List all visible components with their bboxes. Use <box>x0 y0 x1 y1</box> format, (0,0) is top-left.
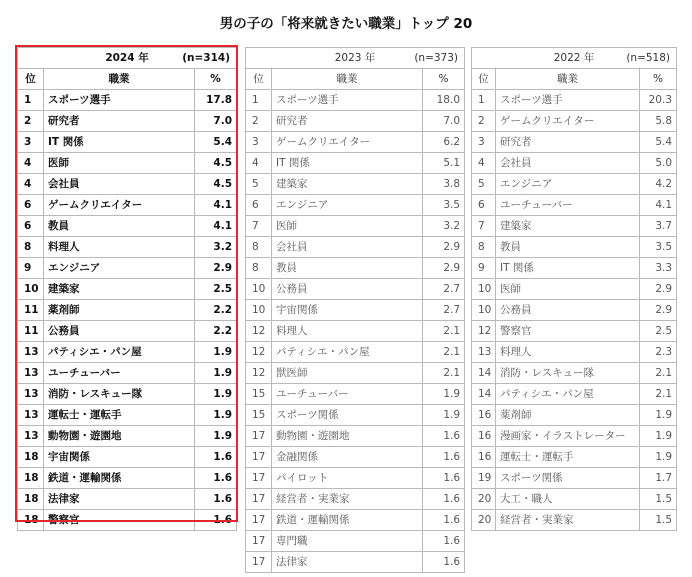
percent-cell: 20.3 <box>640 90 677 111</box>
table-row <box>18 174 237 195</box>
table-row <box>472 489 677 510</box>
percent-cell: 7.0 <box>195 111 237 132</box>
table-row <box>472 111 677 132</box>
rank-cell: 18 <box>18 489 44 510</box>
table-row <box>18 132 237 153</box>
sample-size: (n=373) <box>414 52 459 64</box>
job-cell: 警察官 <box>496 321 640 342</box>
table-row <box>18 321 237 342</box>
rank-cell: 13 <box>18 342 44 363</box>
percent-cell: 5.4 <box>640 132 677 153</box>
percent-cell: 1.6 <box>423 426 465 447</box>
year-header-row <box>246 48 465 69</box>
rank-cell: 16 <box>472 426 496 447</box>
table-row <box>472 468 677 489</box>
year-label: 2023 年 <box>334 52 376 64</box>
rank-cell: 10 <box>472 279 496 300</box>
percent-cell: 1.5 <box>640 489 677 510</box>
table-row <box>246 363 465 384</box>
table-row <box>472 447 677 468</box>
percent-cell: 2.9 <box>423 258 465 279</box>
rank-cell: 11 <box>18 300 44 321</box>
percent-cell: 2.1 <box>640 384 677 405</box>
percent-cell: 4.2 <box>640 174 677 195</box>
percent-cell: 2.9 <box>640 300 677 321</box>
percent-cell: 5.0 <box>640 153 677 174</box>
percent-cell: 4.1 <box>195 216 237 237</box>
percent-cell: 1.6 <box>195 447 237 468</box>
rank-cell: 2 <box>18 111 44 132</box>
rank-cell: 4 <box>472 153 496 174</box>
percent-cell: 2.2 <box>195 321 237 342</box>
job-cell: 鉄道・運輸関係 <box>44 468 195 489</box>
year-header-cell <box>18 48 237 69</box>
table-row <box>472 510 677 531</box>
job-cell: ゲームクリエイター <box>496 111 640 132</box>
percent-cell: 3.7 <box>640 216 677 237</box>
rank-cell: 6 <box>472 195 496 216</box>
percent-cell: 1.6 <box>195 489 237 510</box>
table-row <box>246 195 465 216</box>
table-row <box>246 279 465 300</box>
year-header-cell <box>472 48 677 69</box>
percent-cell: 1.9 <box>423 405 465 426</box>
table-row <box>18 342 237 363</box>
column-header-row <box>246 69 465 90</box>
percent-cell: 1.9 <box>195 384 237 405</box>
rank-cell: 16 <box>472 447 496 468</box>
rank-cell: 8 <box>246 258 272 279</box>
percent-cell: 1.6 <box>195 510 237 531</box>
column-header-row <box>18 69 237 90</box>
job-cell: 医師 <box>44 153 195 174</box>
table-2023 <box>245 47 465 573</box>
table-row <box>246 384 465 405</box>
sample-size: (n=314) <box>182 52 231 64</box>
table-row <box>18 468 237 489</box>
percent-cell: 2.9 <box>195 258 237 279</box>
rank-cell: 6 <box>18 216 44 237</box>
percent-cell: 1.6 <box>423 531 465 552</box>
table-row <box>246 90 465 111</box>
table-2023-body <box>246 48 465 573</box>
rank-cell: 17 <box>246 468 272 489</box>
percent-cell: 2.7 <box>423 300 465 321</box>
percent-cell: 2.9 <box>423 237 465 258</box>
job-cell: 経営者・実業家 <box>272 489 423 510</box>
percent-header: % <box>640 69 677 90</box>
table-row <box>18 90 237 111</box>
percent-cell: 17.8 <box>195 90 237 111</box>
job-cell: 獣医師 <box>272 363 423 384</box>
job-cell: 研究者 <box>272 111 423 132</box>
table-row <box>246 342 465 363</box>
job-cell: 消防・レスキュー隊 <box>496 363 640 384</box>
table-row <box>246 174 465 195</box>
job-cell: IT 関係 <box>44 132 195 153</box>
percent-cell: 1.6 <box>423 552 465 573</box>
job-cell: 会社員 <box>44 174 195 195</box>
percent-cell: 1.5 <box>640 510 677 531</box>
job-cell: 医師 <box>496 279 640 300</box>
job-cell: ユーチューバー <box>44 363 195 384</box>
job-cell: 鉄道・運輸関係 <box>272 510 423 531</box>
job-cell: 料理人 <box>44 237 195 258</box>
percent-cell: 4.5 <box>195 153 237 174</box>
table-row <box>472 426 677 447</box>
table-row <box>472 279 677 300</box>
job-cell: 警察官 <box>44 510 195 531</box>
job-cell: エンジニア <box>272 195 423 216</box>
table-row <box>472 384 677 405</box>
table-row <box>246 510 465 531</box>
rank-cell: 4 <box>18 174 44 195</box>
table-row <box>472 237 677 258</box>
table-row <box>472 153 677 174</box>
rank-cell: 17 <box>246 531 272 552</box>
table-row <box>18 384 237 405</box>
rank-cell: 12 <box>472 321 496 342</box>
rank-cell: 17 <box>246 426 272 447</box>
job-cell: 経営者・実業家 <box>496 510 640 531</box>
table-row <box>246 321 465 342</box>
year-header-cell <box>246 48 465 69</box>
rank-cell: 8 <box>246 237 272 258</box>
percent-cell: 1.9 <box>195 363 237 384</box>
job-cell: 料理人 <box>272 321 423 342</box>
job-cell: 専門職 <box>272 531 423 552</box>
rank-cell: 10 <box>246 279 272 300</box>
percent-cell: 5.1 <box>423 153 465 174</box>
table-row <box>18 153 237 174</box>
job-cell: パイロット <box>272 468 423 489</box>
table-row <box>246 447 465 468</box>
job-cell: 宇宙関係 <box>44 447 195 468</box>
year-header-row <box>472 48 677 69</box>
table-row <box>18 447 237 468</box>
rank-header: 位 <box>472 69 496 90</box>
table-row <box>18 426 237 447</box>
percent-cell: 2.3 <box>640 342 677 363</box>
rank-cell: 2 <box>472 111 496 132</box>
job-cell: スポーツ関係 <box>272 405 423 426</box>
job-cell: 建築家 <box>496 216 640 237</box>
job-cell: スポーツ選手 <box>44 90 195 111</box>
percent-cell: 3.2 <box>423 216 465 237</box>
job-cell: パティシエ・パン屋 <box>496 384 640 405</box>
rank-cell: 17 <box>246 552 272 573</box>
rank-cell: 1 <box>246 90 272 111</box>
table-row <box>246 153 465 174</box>
percent-cell: 1.9 <box>195 342 237 363</box>
percent-cell: 4.1 <box>640 195 677 216</box>
percent-cell: 1.9 <box>195 405 237 426</box>
job-cell: 消防・レスキュー隊 <box>44 384 195 405</box>
job-cell: 運転士・運転手 <box>44 405 195 426</box>
table-row <box>246 531 465 552</box>
rank-cell: 14 <box>472 384 496 405</box>
percent-cell: 3.5 <box>423 195 465 216</box>
percent-cell: 2.1 <box>640 363 677 384</box>
percent-cell: 1.9 <box>640 405 677 426</box>
table-row <box>472 90 677 111</box>
job-cell: 漫画家・イラストレーター <box>496 426 640 447</box>
rank-cell: 1 <box>18 90 44 111</box>
table-row <box>18 510 237 531</box>
percent-cell: 1.6 <box>423 447 465 468</box>
percent-cell: 1.9 <box>640 426 677 447</box>
job-cell: 法律家 <box>44 489 195 510</box>
table-row <box>472 405 677 426</box>
job-cell: 建築家 <box>272 174 423 195</box>
job-cell: 薬剤師 <box>496 405 640 426</box>
job-cell: 会社員 <box>496 153 640 174</box>
table-row <box>472 216 677 237</box>
rank-cell: 20 <box>472 510 496 531</box>
job-header: 職業 <box>496 69 640 90</box>
table-row <box>246 216 465 237</box>
percent-cell: 2.2 <box>195 300 237 321</box>
percent-cell: 1.7 <box>640 468 677 489</box>
table-row <box>472 363 677 384</box>
table-row <box>18 279 237 300</box>
rank-cell: 2 <box>246 111 272 132</box>
job-cell: 研究者 <box>496 132 640 153</box>
job-header: 職業 <box>272 69 423 90</box>
rank-cell: 9 <box>472 258 496 279</box>
table-row <box>472 174 677 195</box>
job-cell: 公務員 <box>496 300 640 321</box>
percent-cell: 3.3 <box>640 258 677 279</box>
rank-cell: 20 <box>472 489 496 510</box>
rank-cell: 12 <box>246 342 272 363</box>
table-row <box>246 300 465 321</box>
rank-cell: 6 <box>18 195 44 216</box>
percent-cell: 2.9 <box>640 279 677 300</box>
table-row <box>18 258 237 279</box>
percent-cell: 3.5 <box>640 237 677 258</box>
job-cell: 大工・職人 <box>496 489 640 510</box>
rank-cell: 7 <box>246 216 272 237</box>
table-row <box>18 405 237 426</box>
percent-cell: 3.8 <box>423 174 465 195</box>
table-row <box>246 405 465 426</box>
rank-cell: 12 <box>246 363 272 384</box>
percent-cell: 1.9 <box>640 447 677 468</box>
percent-cell: 1.9 <box>195 426 237 447</box>
job-cell: 薬剤師 <box>44 300 195 321</box>
job-cell: 教員 <box>272 258 423 279</box>
table-row <box>246 468 465 489</box>
percent-cell: 1.6 <box>423 489 465 510</box>
percent-cell: 4.5 <box>195 174 237 195</box>
percent-cell: 5.4 <box>195 132 237 153</box>
rank-cell: 3 <box>246 132 272 153</box>
table-row <box>246 552 465 573</box>
rank-cell: 5 <box>472 174 496 195</box>
rank-cell: 10 <box>246 300 272 321</box>
rank-cell: 4 <box>246 153 272 174</box>
rank-cell: 14 <box>472 363 496 384</box>
table-row <box>246 132 465 153</box>
table-row <box>472 258 677 279</box>
table-row <box>18 489 237 510</box>
percent-cell: 2.5 <box>195 279 237 300</box>
percent-cell: 1.9 <box>423 384 465 405</box>
rank-cell: 17 <box>246 489 272 510</box>
rank-cell: 5 <box>246 174 272 195</box>
job-cell: ゲームクリエイター <box>44 195 195 216</box>
job-cell: 教員 <box>496 237 640 258</box>
table-row <box>472 342 677 363</box>
job-cell: パティシエ・パン屋 <box>44 342 195 363</box>
table-row <box>18 300 237 321</box>
table-row <box>246 258 465 279</box>
job-cell: 会社員 <box>272 237 423 258</box>
table-row <box>472 300 677 321</box>
rank-cell: 11 <box>18 321 44 342</box>
year-header-row <box>18 48 237 69</box>
rank-cell: 16 <box>472 405 496 426</box>
rank-cell: 12 <box>246 321 272 342</box>
job-cell: 金融関係 <box>272 447 423 468</box>
percent-cell: 5.8 <box>640 111 677 132</box>
rank-cell: 13 <box>18 384 44 405</box>
job-cell: 動物園・遊園地 <box>272 426 423 447</box>
percent-cell: 2.5 <box>640 321 677 342</box>
table-row <box>18 111 237 132</box>
page-title: 男の子の「将来就きたい職業」トップ 20 <box>219 16 473 32</box>
year-label: 2024 年 <box>105 52 149 64</box>
job-cell: IT 関係 <box>272 153 423 174</box>
rank-cell: 6 <box>246 195 272 216</box>
rank-cell: 17 <box>246 510 272 531</box>
job-cell: ユーチューバー <box>272 384 423 405</box>
percent-header: % <box>195 69 237 90</box>
rank-cell: 9 <box>18 258 44 279</box>
year-label: 2022 年 <box>553 52 595 64</box>
percent-cell: 1.6 <box>195 468 237 489</box>
job-cell: IT 関係 <box>496 258 640 279</box>
rank-header: 位 <box>18 69 44 90</box>
rank-cell: 15 <box>246 405 272 426</box>
job-cell: 医師 <box>272 216 423 237</box>
table-row <box>18 237 237 258</box>
percent-cell: 1.6 <box>423 468 465 489</box>
table-row <box>246 489 465 510</box>
percent-cell: 6.2 <box>423 132 465 153</box>
table-2024-body <box>18 48 237 531</box>
table-row <box>472 195 677 216</box>
job-cell: 宇宙関係 <box>272 300 423 321</box>
rank-cell: 18 <box>18 510 44 531</box>
job-cell: 動物園・遊園地 <box>44 426 195 447</box>
job-cell: 公務員 <box>272 279 423 300</box>
rank-cell: 13 <box>472 342 496 363</box>
table-row <box>18 195 237 216</box>
rank-cell: 15 <box>246 384 272 405</box>
rank-cell: 3 <box>472 132 496 153</box>
percent-header: % <box>423 69 465 90</box>
job-cell: 研究者 <box>44 111 195 132</box>
percent-cell: 4.1 <box>195 195 237 216</box>
job-cell: ユーチューバー <box>496 195 640 216</box>
percent-cell: 2.1 <box>423 321 465 342</box>
rank-cell: 18 <box>18 468 44 489</box>
table-row <box>246 237 465 258</box>
percent-cell: 2.1 <box>423 363 465 384</box>
rank-cell: 3 <box>18 132 44 153</box>
job-cell: 料理人 <box>496 342 640 363</box>
rank-cell: 8 <box>472 237 496 258</box>
rank-cell: 13 <box>18 426 44 447</box>
table-2022 <box>471 47 677 531</box>
table-row <box>472 132 677 153</box>
job-cell: ゲームクリエイター <box>272 132 423 153</box>
rank-cell: 10 <box>472 300 496 321</box>
job-cell: エンジニア <box>44 258 195 279</box>
job-cell: スポーツ選手 <box>496 90 640 111</box>
percent-cell: 18.0 <box>423 90 465 111</box>
job-cell: 建築家 <box>44 279 195 300</box>
job-cell: スポーツ関係 <box>496 468 640 489</box>
rank-cell: 18 <box>18 447 44 468</box>
rank-header: 位 <box>246 69 272 90</box>
percent-cell: 2.7 <box>423 279 465 300</box>
table-row <box>246 426 465 447</box>
sample-size: (n=518) <box>626 52 671 64</box>
percent-cell: 3.2 <box>195 237 237 258</box>
table-row <box>18 216 237 237</box>
job-cell: 教員 <box>44 216 195 237</box>
column-header-row <box>472 69 677 90</box>
job-cell: 法律家 <box>272 552 423 573</box>
rank-cell: 13 <box>18 405 44 426</box>
percent-cell: 1.6 <box>423 510 465 531</box>
job-cell: 運転士・運転手 <box>496 447 640 468</box>
rank-cell: 17 <box>246 447 272 468</box>
table-row <box>18 363 237 384</box>
percent-cell: 2.1 <box>423 342 465 363</box>
rank-cell: 1 <box>472 90 496 111</box>
table-row <box>472 321 677 342</box>
rank-cell: 13 <box>18 363 44 384</box>
rank-cell: 4 <box>18 153 44 174</box>
table-2024 <box>17 47 237 531</box>
job-cell: エンジニア <box>496 174 640 195</box>
table-row <box>246 111 465 132</box>
rank-cell: 7 <box>472 216 496 237</box>
rank-cell: 19 <box>472 468 496 489</box>
job-cell: スポーツ選手 <box>272 90 423 111</box>
percent-cell: 7.0 <box>423 111 465 132</box>
table-2022-body <box>472 48 677 531</box>
rank-cell: 8 <box>18 237 44 258</box>
rank-cell: 10 <box>18 279 44 300</box>
job-cell: 公務員 <box>44 321 195 342</box>
job-header: 職業 <box>44 69 195 90</box>
job-cell: パティシエ・パン屋 <box>272 342 423 363</box>
